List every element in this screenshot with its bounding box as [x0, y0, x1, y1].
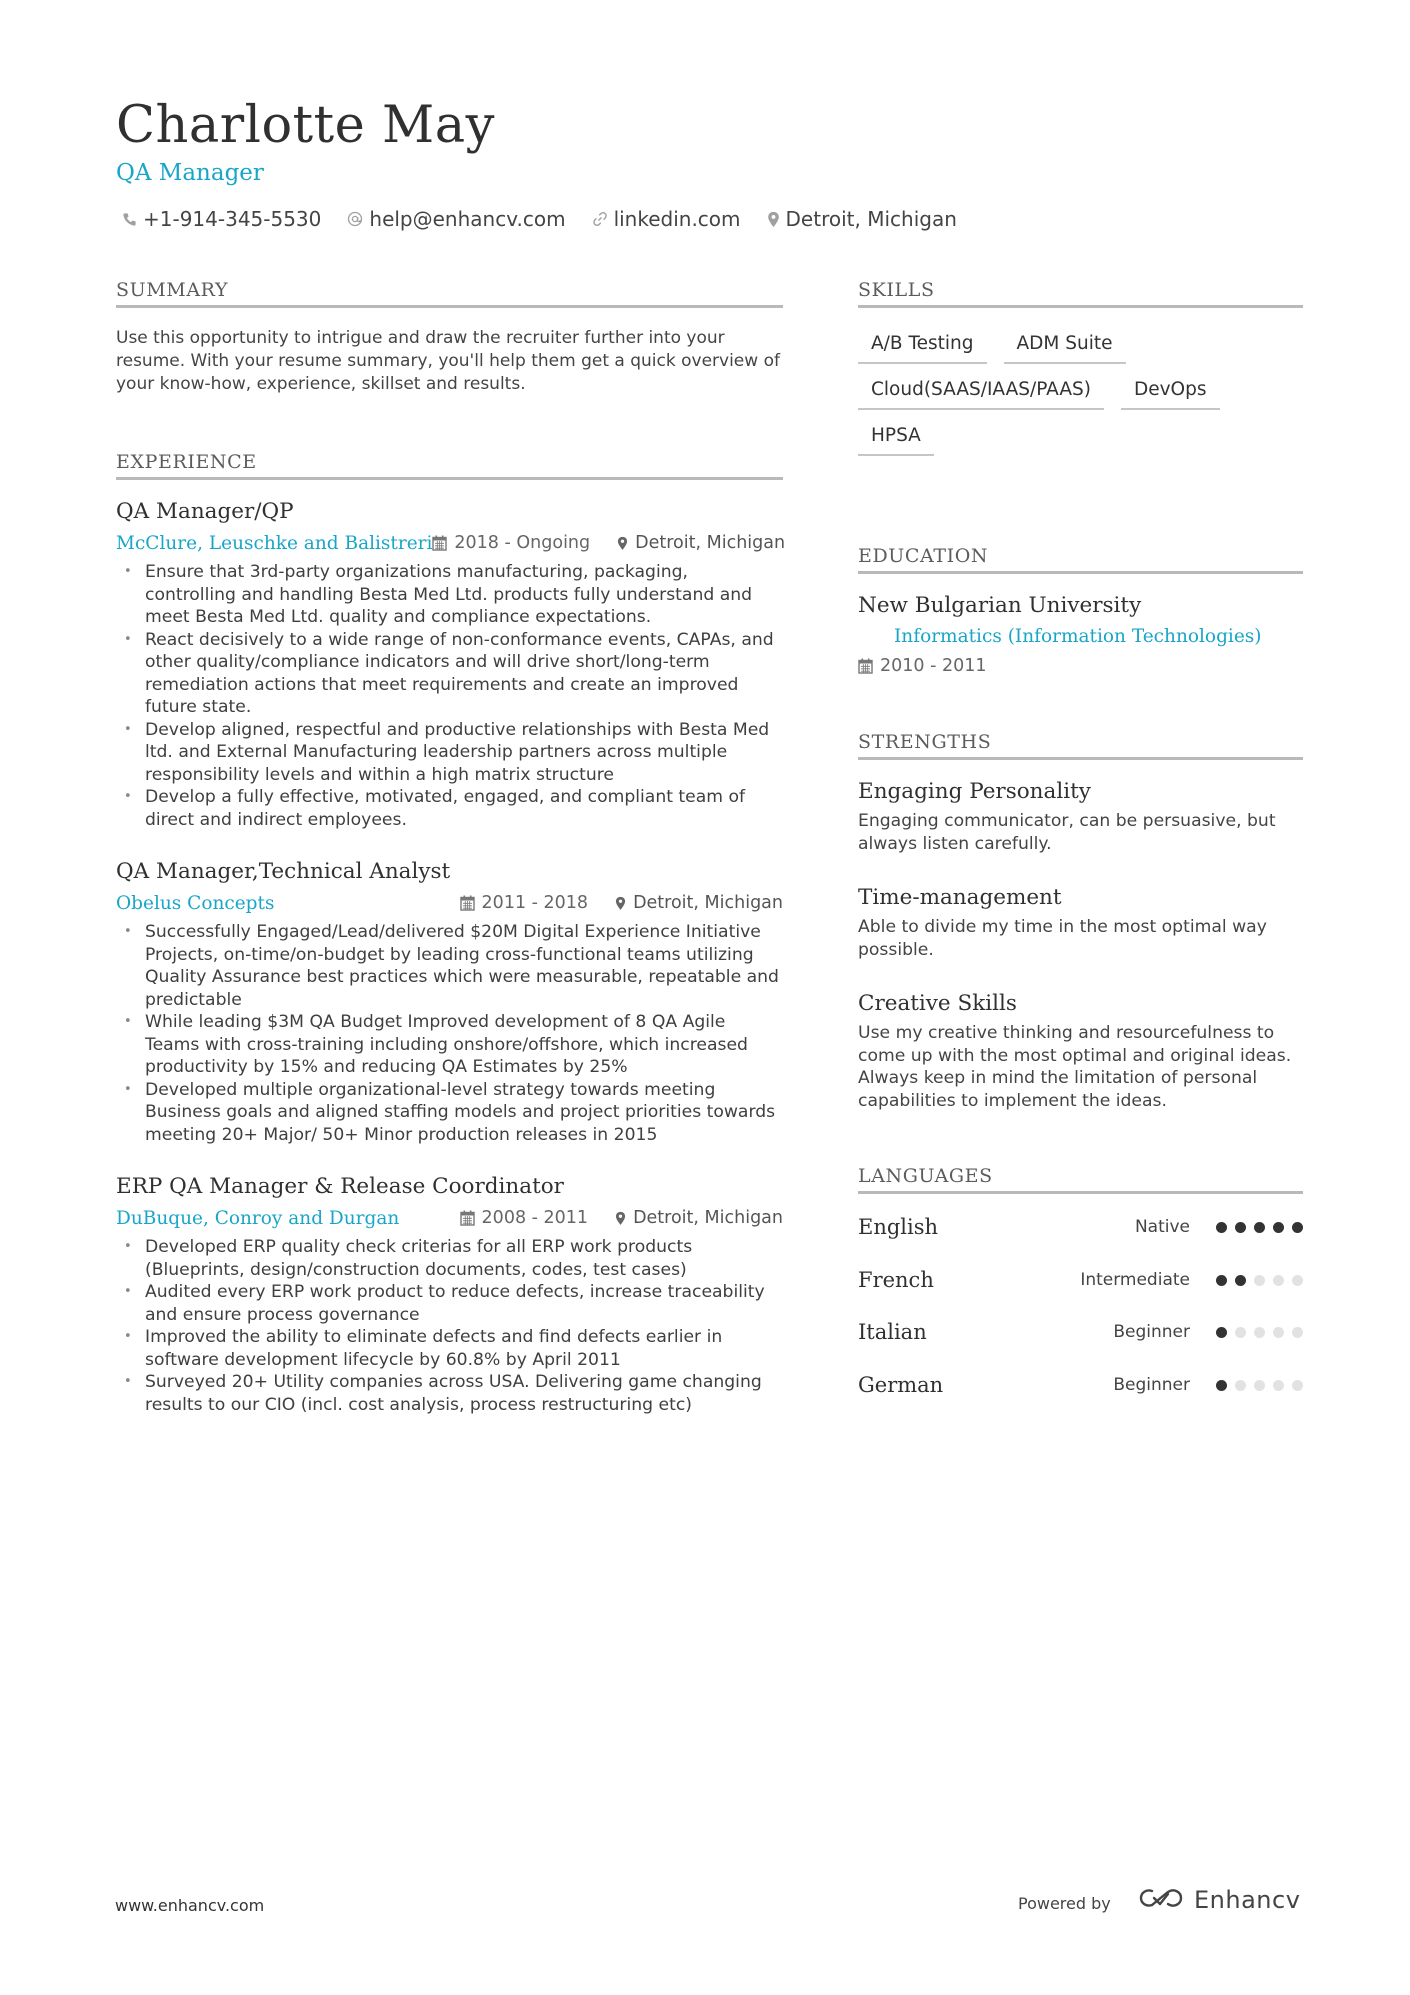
job-company: McClure, Leuschke and Balistreri: [116, 532, 433, 554]
strength-desc: Able to divide my time in the most optimal way possible.: [858, 917, 1267, 960]
enhancv-logo[interactable]: [1138, 1886, 1300, 1914]
language-item: [858, 1213, 1303, 1241]
job-bullets: [116, 921, 783, 1146]
rating-dot-empty: [1273, 1327, 1284, 1338]
strength-title: Creative Skills: [858, 991, 1017, 1016]
job-meta: [116, 1206, 783, 1230]
job-bullet: • Developed ERP quality check criterias for all ERP work products (Blueprints, design/construction documents, codes, test cases): [116, 1236, 783, 1281]
job-dates-text: 2008 - 2011: [481, 1208, 589, 1228]
language-rating: [1208, 1275, 1303, 1286]
rating-dot-empty: [1254, 1327, 1265, 1338]
language-rating: [1208, 1222, 1303, 1233]
contact-email-text: help@enhancv.com: [369, 207, 566, 231]
rating-dot-empty: [1254, 1380, 1265, 1391]
job-bullet: • Ensure that 3rd-party organizations manufacturing, packaging, controlling and handling Besta Med Ltd. products fully understand and meet Besta Med Ltd. quality and compliance expectations.: [116, 561, 783, 629]
education-degree: Informatics (Information Technologies): [894, 626, 1262, 647]
skill-row: [858, 379, 1303, 410]
languages-heading: LANGUAGES: [858, 1165, 1303, 1194]
job-location-text: Detroit, Michigan: [633, 1208, 783, 1228]
skill-row: [858, 333, 1303, 364]
contact-location: [767, 207, 957, 231]
strength-item: [858, 779, 1303, 855]
job-bullet: • Successfully Engaged/Lead/delivered $20M Digital Experience Initiative Projects, on-time/on-budget by leading cross-functional teams utilizing Quality Assurance best practices which were measurable, repeatable and predictable: [116, 921, 783, 1011]
contact-bar: [122, 207, 983, 231]
education-school: New Bulgarian University: [858, 593, 1142, 618]
calendar-icon: [432, 535, 447, 551]
candidate-name: Charlotte May: [116, 96, 495, 155]
language-name: German: [858, 1373, 944, 1397]
language-rating: [1208, 1380, 1303, 1391]
rating-dot-empty: [1254, 1275, 1265, 1286]
strength-desc: Use my creative thinking and resourcefulness to come up with the most optimal and original ideas. Always keep in mind the limitation of personal capabilities to implement the ideas.: [858, 1023, 1292, 1111]
job-meta: [116, 531, 786, 555]
contact-phone[interactable]: [122, 207, 321, 231]
job-bullets: [116, 1236, 783, 1416]
contact-link-text: linkedin.com: [613, 207, 741, 231]
language-item: [858, 1371, 1303, 1399]
location-pin-icon: [615, 896, 626, 911]
contact-phone-text: +1-914-345-5530: [143, 207, 322, 231]
rating-dot-filled: [1216, 1380, 1227, 1391]
job-bullet: • Audited every ERP work product to reduce defects, increase traceability and ensure process governance: [116, 1281, 783, 1326]
language-item: [858, 1266, 1303, 1294]
rating-dot-empty: [1292, 1380, 1303, 1391]
language-level: Intermediate: [1080, 1270, 1190, 1290]
language-name: French: [858, 1268, 934, 1292]
rating-dot-filled: [1273, 1222, 1284, 1233]
contact-location-text: Detroit, Michigan: [785, 207, 957, 231]
job-bullet: • While leading $3M QA Budget Improved development of 8 QA Agile Teams with cross-training including onshore/offshore, which increased productivity by 15% and reducing QA Estimates by 25%: [116, 1011, 783, 1079]
job-bullet: • Develop a fully effective, motivated, engaged, and compliant team of direct and indirect employees.: [116, 786, 783, 831]
enhancv-logo-icon: [1138, 1886, 1184, 1914]
job-bullets: [116, 561, 783, 831]
job-bullet: • React decisively to a wide range of non-conformance events, CAPAs, and other quality/compliance indicators and will drive short/long-term remediation actions that meet requirements and create an improved future state.: [116, 629, 783, 719]
calendar-icon: [460, 1210, 475, 1226]
job-dates: [460, 1208, 589, 1228]
summary-text: Use this opportunity to intrigue and draw the recruiter further into your resume. With your resume summary, you'll help them get a quick overview of your know-how, experience, skillset and results.: [116, 328, 780, 394]
strength-title: Engaging Personality: [858, 779, 1091, 804]
calendar-icon: [460, 895, 475, 911]
rating-dot-empty: [1292, 1327, 1303, 1338]
job-bullet: • Surveyed 20+ Utility companies across USA. Delivering game changing results to our CIO (incl. cost analysis, process restructuring etc): [116, 1371, 783, 1416]
job-dates: [460, 893, 589, 913]
job-title: QA Manager,Technical Analyst: [116, 859, 451, 884]
skill-tag: A/B Testing: [858, 333, 987, 364]
job-entry: [116, 499, 786, 831]
rating-dot-empty: [1273, 1380, 1284, 1391]
language-item: [858, 1318, 1303, 1346]
rating-dot-filled: [1235, 1275, 1246, 1286]
job-location-text: Detroit, Michigan: [633, 893, 783, 913]
strength-item: [858, 991, 1303, 1112]
rating-dot-empty: [1273, 1275, 1284, 1286]
skills-list: [858, 333, 1303, 471]
language-level: Beginner: [1113, 1375, 1190, 1395]
education-dates: [858, 656, 987, 676]
experience-heading: EXPERIENCE: [116, 451, 783, 480]
skill-tag: ADM Suite: [1004, 333, 1126, 364]
rating-dot-filled: [1235, 1222, 1246, 1233]
education-dates-text: 2010 - 2011: [880, 656, 987, 676]
footer-url[interactable]: www.enhancv.com: [115, 1896, 265, 1915]
strength-desc: Engaging communicator, can be persuasive, but always listen carefully.: [858, 811, 1276, 854]
job-bullet: • Improved the ability to eliminate defects and find defects earlier in software development lifecycle by 60.8% by April 2011: [116, 1326, 783, 1371]
calendar-icon: [858, 658, 873, 674]
rating-dot-empty: [1292, 1275, 1303, 1286]
job-company: DuBuque, Conroy and Durgan: [116, 1207, 400, 1229]
skills-heading: SKILLS: [858, 279, 1303, 308]
rating-dot-empty: [1235, 1380, 1246, 1391]
job-title: ERP QA Manager & Release Coordinator: [116, 1174, 564, 1199]
skill-tag: Cloud(SAAS/IAAS/PAAS): [858, 379, 1104, 410]
job-meta: [116, 891, 783, 915]
job-title: QA Manager/QP: [116, 499, 294, 524]
skill-row: [858, 425, 1303, 456]
skill-tag: DevOps: [1121, 379, 1220, 410]
language-level: Native: [1134, 1217, 1190, 1237]
rating-dot-filled: [1292, 1222, 1303, 1233]
job-bullet: • Developed multiple organizational-level strategy towards meeting Business goals and aligned staffing models and project priorities towards meeting 20+ Major/ 50+ Minor production releases in 2015: [116, 1079, 783, 1147]
job-dates-text: 2011 - 2018: [481, 893, 589, 913]
job-bullet: • Develop aligned, respectful and productive relationships with Besta Med ltd. and External Manufacturing leadership partners across multiple responsibility levels and within a high matrix structure: [116, 719, 783, 787]
location-pin-icon: [767, 211, 780, 228]
contact-link[interactable]: [592, 207, 741, 231]
job-dates: [432, 533, 590, 553]
job-location: [617, 533, 785, 553]
enhancv-logo-text: Enhancv: [1194, 1886, 1301, 1914]
language-rating: [1208, 1327, 1303, 1338]
job-company: Obelus Concepts: [116, 892, 275, 914]
job-entry: [116, 1174, 783, 1416]
strength-title: Time-management: [858, 885, 1062, 910]
language-level: Beginner: [1113, 1322, 1190, 1342]
contact-email[interactable]: [347, 207, 565, 231]
rating-dot-filled: [1216, 1327, 1227, 1338]
job-location: [615, 1208, 783, 1228]
skill-tag: HPSA: [858, 425, 934, 456]
summary-heading: SUMMARY: [116, 279, 783, 308]
language-name: Italian: [858, 1320, 927, 1344]
at-icon: [347, 211, 363, 227]
candidate-role: QA Manager: [116, 160, 264, 186]
rating-dot-empty: [1235, 1327, 1246, 1338]
footer-powered-by: Powered by: [1018, 1894, 1111, 1913]
rating-dot-filled: [1216, 1275, 1227, 1286]
strengths-heading: STRENGTHS: [858, 731, 1303, 760]
rating-dot-filled: [1254, 1222, 1265, 1233]
job-location: [615, 893, 783, 913]
location-pin-icon: [617, 536, 628, 551]
education-heading: EDUCATION: [858, 545, 1303, 574]
language-name: English: [858, 1215, 939, 1239]
job-dates-text: 2018 - Ongoing: [454, 533, 591, 553]
location-pin-icon: [615, 1211, 626, 1226]
job-location-text: Detroit, Michigan: [635, 533, 786, 553]
job-entry: [116, 859, 783, 1146]
link-icon: [592, 211, 608, 227]
strength-item: [858, 885, 1303, 961]
rating-dot-filled: [1216, 1222, 1227, 1233]
phone-icon: [122, 212, 137, 227]
